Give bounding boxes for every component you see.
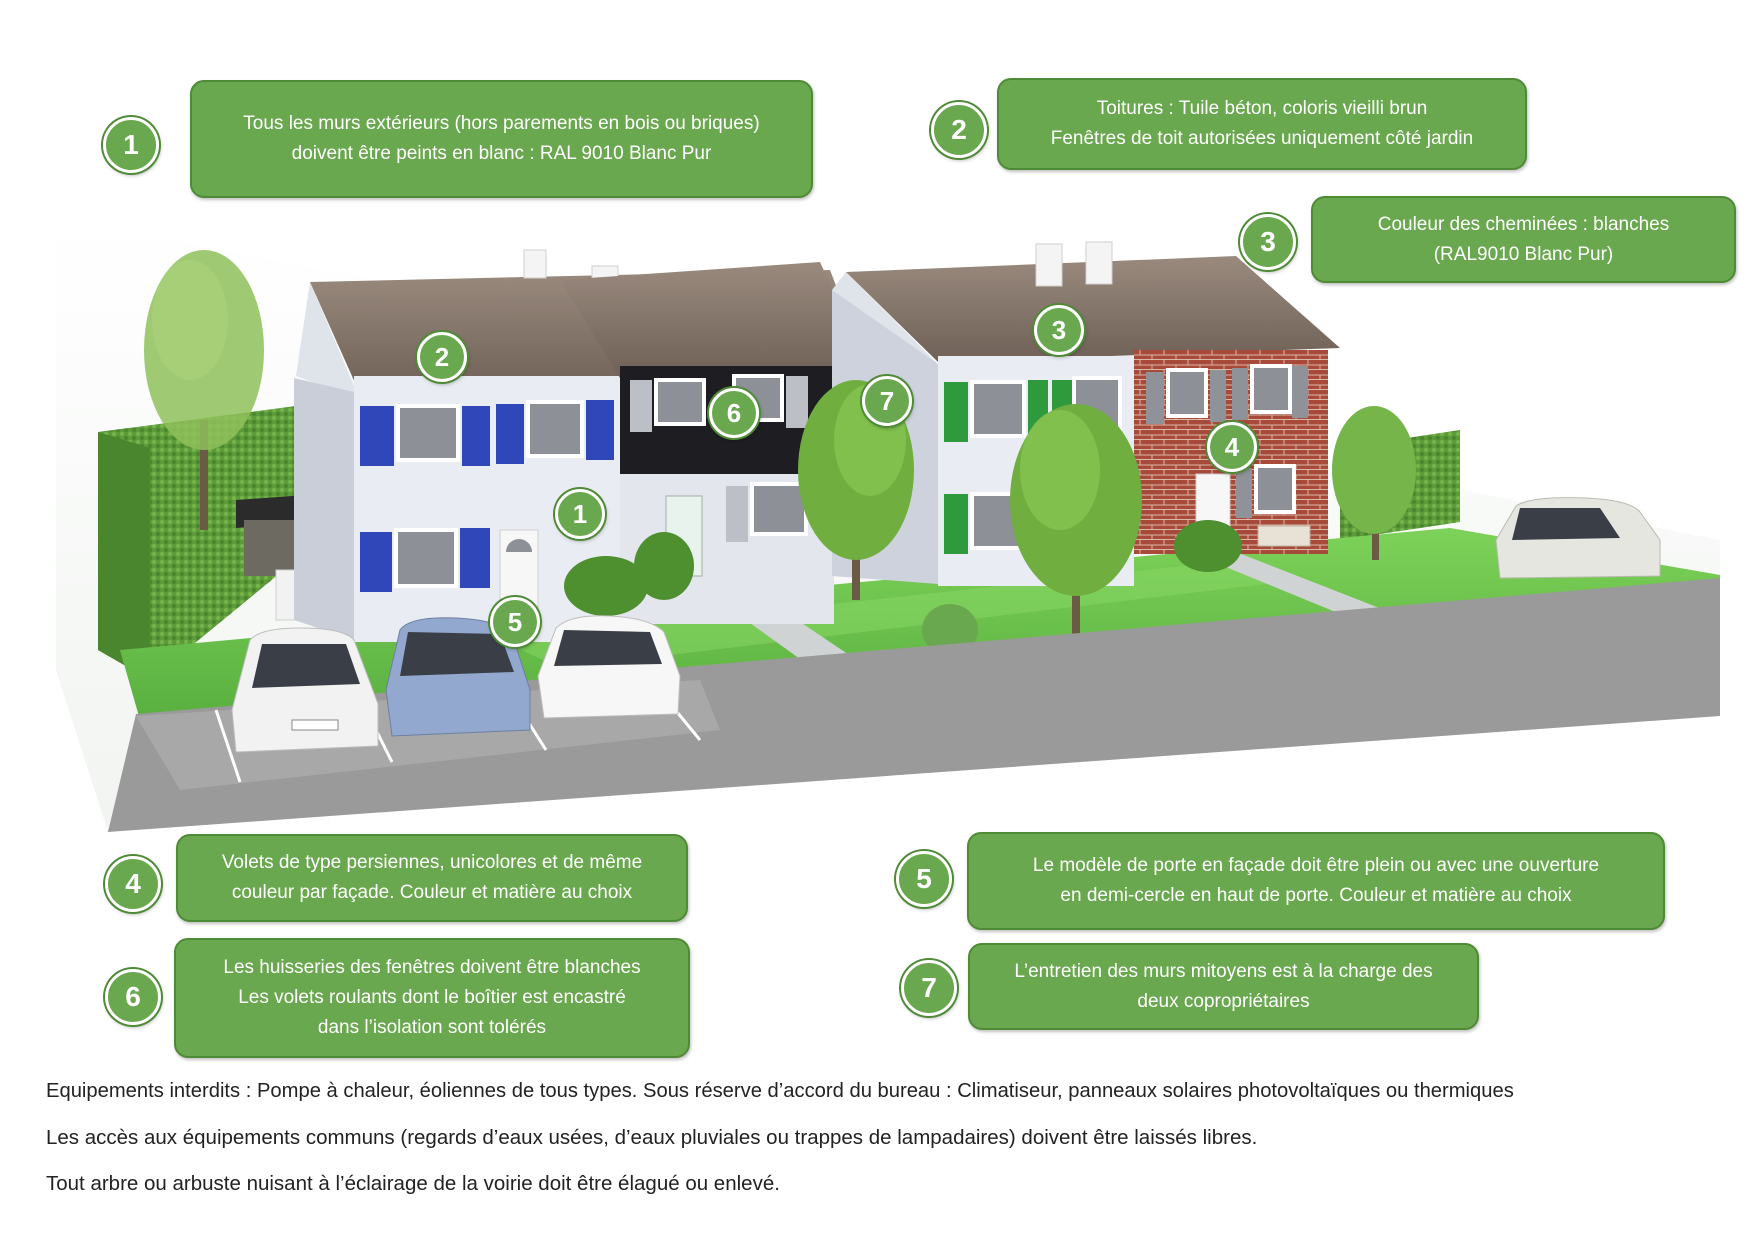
bench xyxy=(1258,526,1310,546)
note-6-number: 6 xyxy=(125,981,141,1012)
marker-3 xyxy=(1034,305,1084,355)
note-6-box xyxy=(174,938,690,1058)
marker-5-label: 5 xyxy=(507,606,523,637)
note-4-line-2: couleur par façade. Couleur et matière au choix xyxy=(231,882,633,903)
marker-2-label: 2 xyxy=(434,341,450,372)
note-3-number: 3 xyxy=(1260,226,1276,257)
shrub-2 xyxy=(634,532,694,600)
note-7-box xyxy=(968,943,1479,1030)
marker-7 xyxy=(862,376,912,426)
car-white-suv xyxy=(232,628,378,752)
marker-2 xyxy=(417,332,467,382)
note-3-line-1: Couleur des cheminées : blanches xyxy=(1377,213,1670,235)
footer-forbidden-equipment: Equipements interdits : Pompe à chaleur, éoliennes de tous types. Sous réserve d’accord du bureau : Climatiseur, panneaux solaires photovoltaïques ou thermiques xyxy=(46,1080,1514,1102)
downstairs-windows-left xyxy=(360,528,490,592)
note-1-line-2: doivent être peints en blanc : RAL 9010 Blanc Pur xyxy=(291,143,712,164)
note-6-badge xyxy=(105,969,161,1025)
note-2-line-1: Toitures : Tuile béton, coloris vieilli brun xyxy=(1096,98,1428,119)
marker-6-label: 6 xyxy=(726,397,742,428)
note-6-line-1: Les huisseries des fenêtres doivent être blanches xyxy=(223,957,641,978)
chimney-1 xyxy=(524,250,546,278)
shrub-3 xyxy=(1174,520,1242,572)
marker-7-label: 7 xyxy=(879,385,895,416)
marker-4-label: 4 xyxy=(1224,431,1240,462)
note-7-line-1: L’entretien des murs mitoyens est à la charge des xyxy=(1014,960,1433,982)
marker-4 xyxy=(1207,422,1257,472)
note-1-line-1: Tous les murs extérieurs (hors parements en bois ou briques) xyxy=(243,113,760,134)
car-white-hatch xyxy=(538,616,680,718)
note-3-line-2: (RAL9010 Blanc Pur) xyxy=(1433,243,1614,265)
note-7-line-2: deux copropriétaires xyxy=(1137,990,1310,1012)
footer-common-access: Les accès aux équipements communs (regards d’eaux usées, d’eaux pluviales ou trappes de lampadaires) doivent être laissés libres. xyxy=(46,1126,1258,1149)
note-6-line-2: Les volets roulants dont le boîtier est encastré xyxy=(238,987,626,1008)
note-2-line-2: Fenêtres de toit autorisées uniquement côté jardin xyxy=(1050,128,1474,149)
chimney-3 xyxy=(1036,244,1062,286)
note-5-line-2: en demi-cercle en haut de porte. Couleur et matière au choix xyxy=(1060,885,1572,906)
note-6-line-3: dans l’isolation sont tolérés xyxy=(317,1017,547,1038)
note-4-box xyxy=(176,834,688,922)
note-5-line-1: Le modèle de porte en façade doit être plein ou avec une ouverture xyxy=(1032,855,1600,876)
hedge-left-side xyxy=(98,432,150,680)
wall-left-side xyxy=(294,378,354,640)
note-1-number: 1 xyxy=(123,129,139,160)
marker-5 xyxy=(490,597,540,647)
note-2-number: 2 xyxy=(951,114,967,145)
note-5-box xyxy=(967,832,1665,930)
upstairs-windows-left xyxy=(360,400,614,466)
marker-1-label: 1 xyxy=(572,498,588,529)
chimney-4 xyxy=(1086,242,1112,284)
note-7-number: 7 xyxy=(921,972,937,1003)
note-7-badge xyxy=(901,960,957,1016)
car-parked-right xyxy=(1496,498,1660,578)
note-4-line-1: Volets de type persiennes, unicolores et de même xyxy=(221,852,643,873)
note-4-number: 4 xyxy=(125,868,141,899)
note-5-badge xyxy=(896,851,952,907)
note-5-number: 5 xyxy=(916,863,932,894)
marker-1 xyxy=(555,489,605,539)
marker-6 xyxy=(709,388,759,438)
footer-tree-pruning: Tout arbre ou arbuste nuisant à l’éclairage de la voirie doit être élagué ou enlevé. xyxy=(46,1172,780,1195)
marker-3-label: 3 xyxy=(1051,314,1067,345)
note-4-badge xyxy=(105,856,161,912)
